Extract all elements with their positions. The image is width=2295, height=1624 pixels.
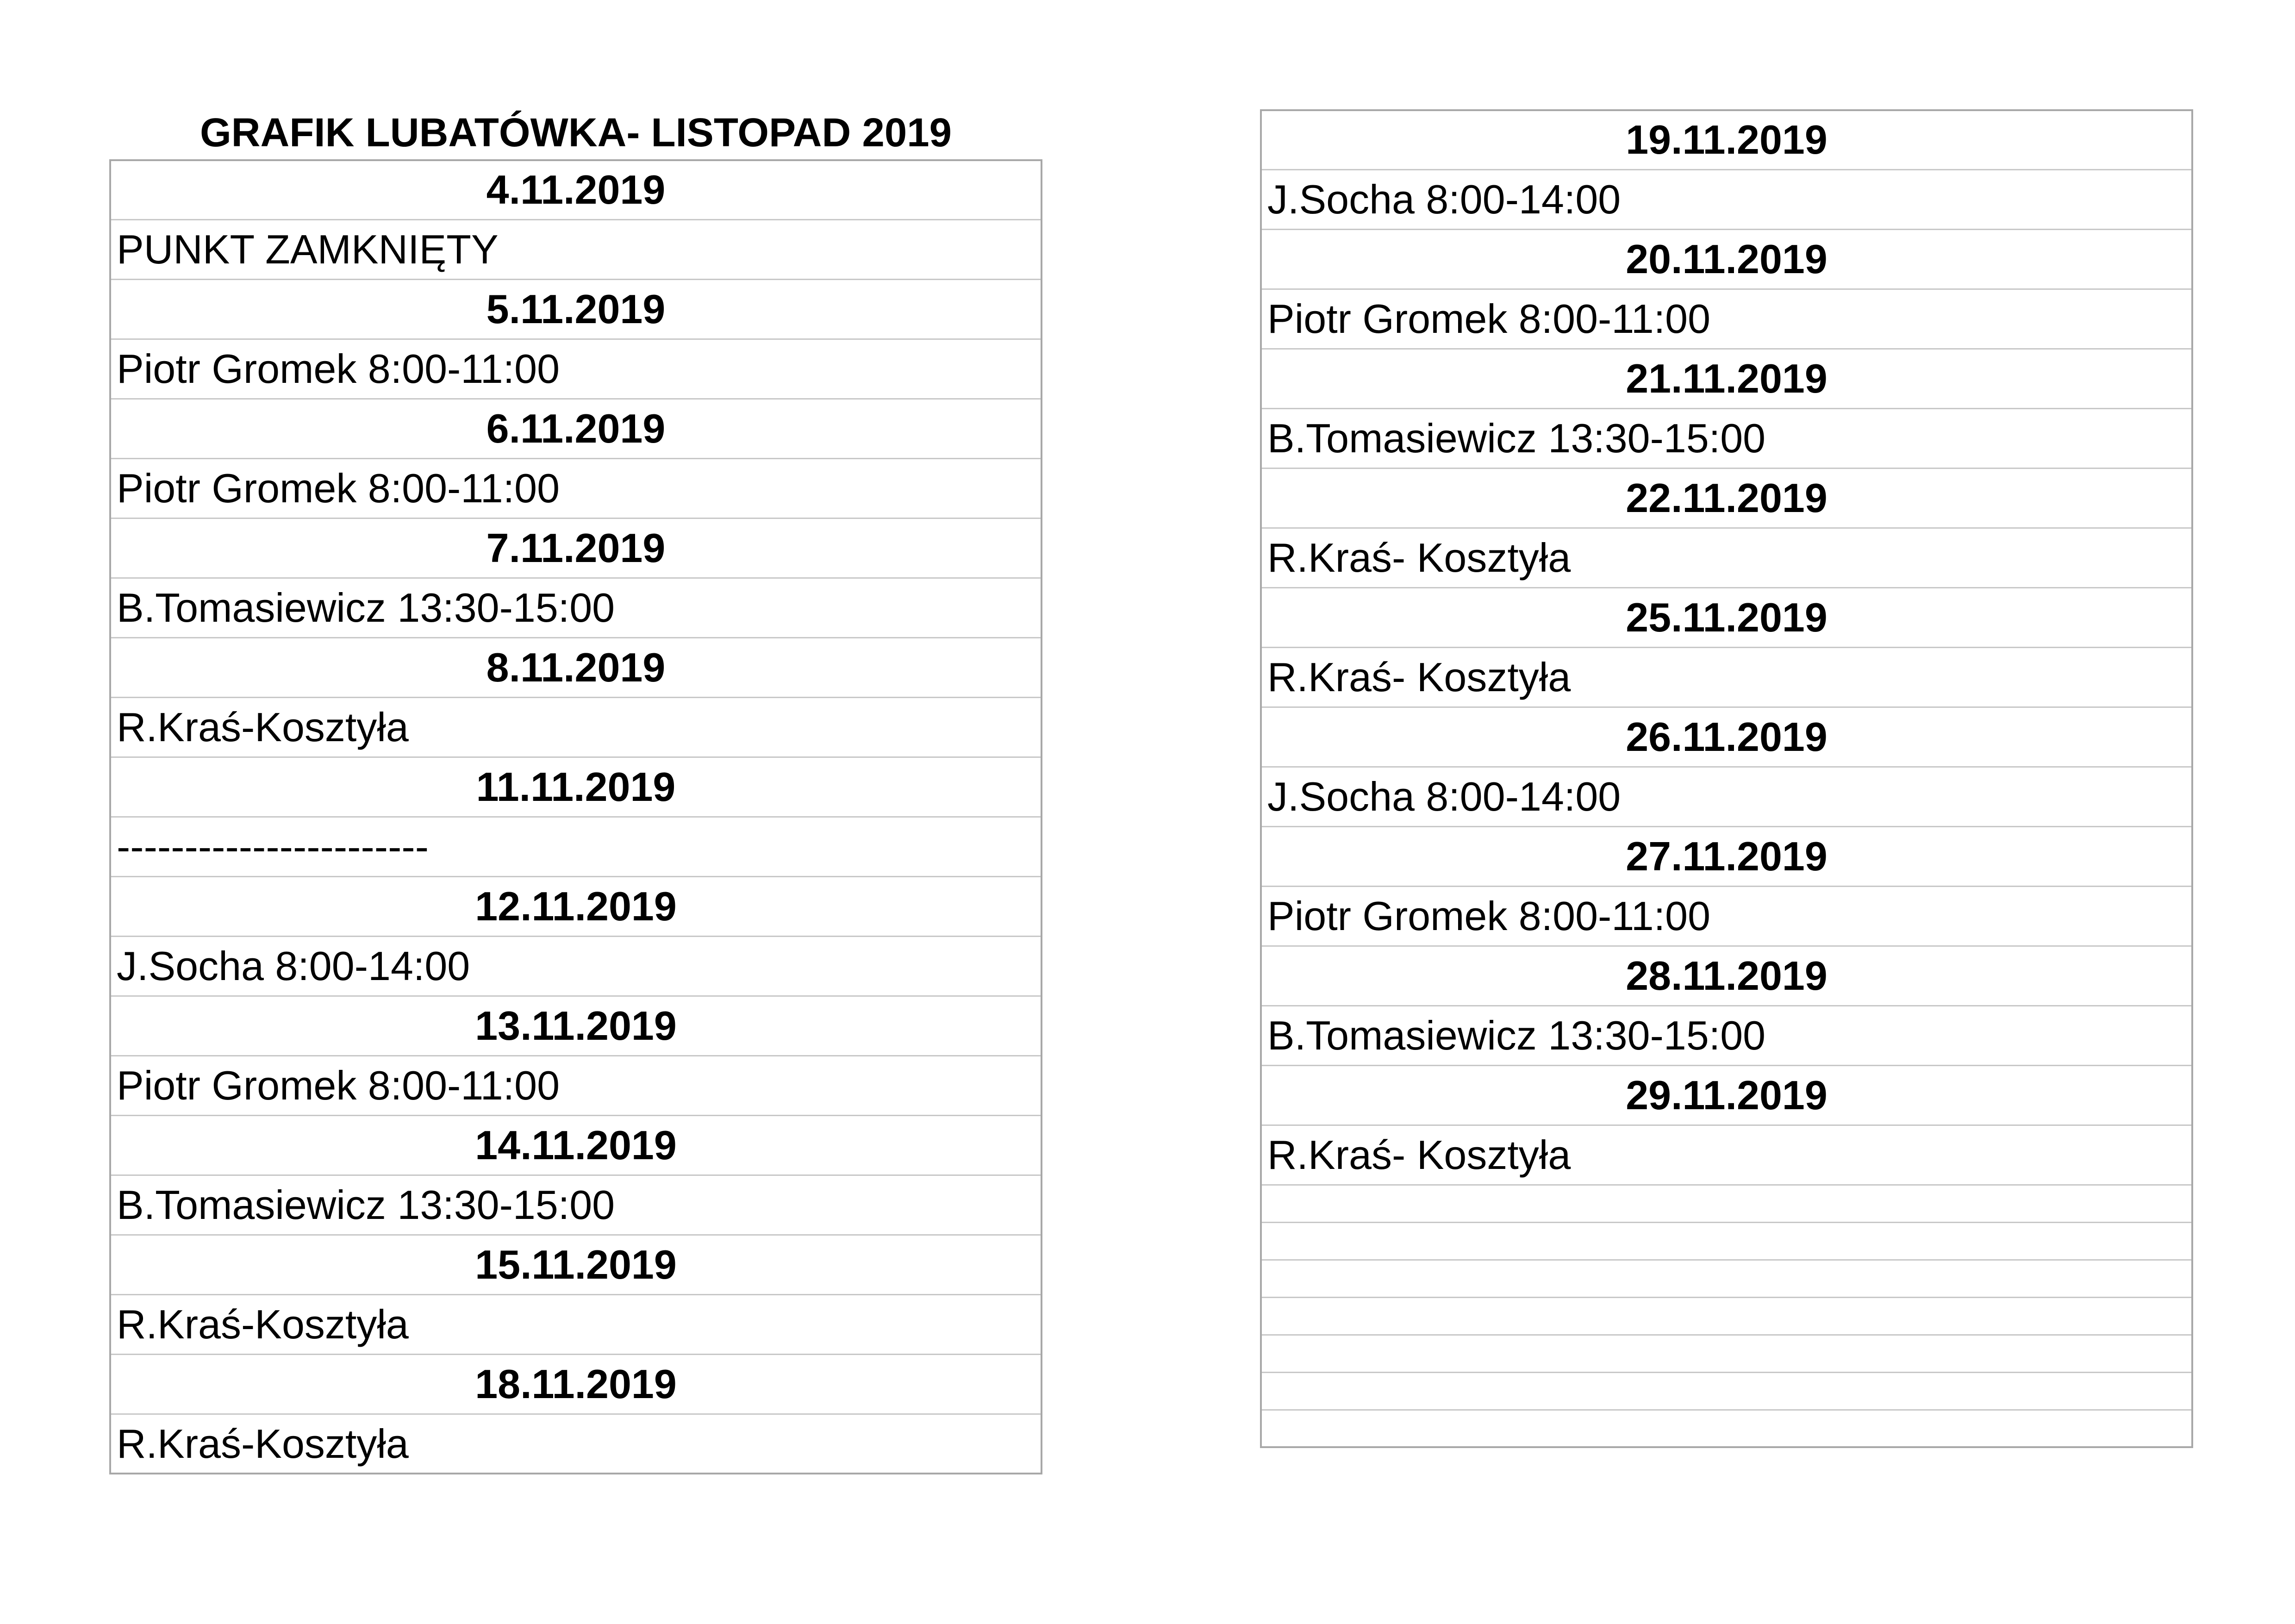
- date-row: [110, 160, 1042, 220]
- empty-cell: [1261, 1373, 2193, 1410]
- date-row: [1261, 946, 2193, 1006]
- schedule-entry: R.Kraś-Kosztyła: [110, 1295, 1042, 1355]
- entry-row: [110, 459, 1042, 518]
- entry-row: [1261, 1006, 2193, 1066]
- schedule-date: 20.11.2019: [1261, 230, 2193, 289]
- schedule-entry: -----------------------: [110, 817, 1042, 877]
- schedule-entry: Piotr Gromek 8:00-11:00: [110, 1056, 1042, 1116]
- entry-row: [1261, 767, 2193, 827]
- empty-row: [1261, 1298, 2193, 1335]
- schedule-date: 18.11.2019: [110, 1355, 1042, 1414]
- schedule-entry: Piotr Gromek 8:00-11:00: [110, 339, 1042, 399]
- schedule-date: 11.11.2019: [110, 757, 1042, 817]
- date-row: [110, 1235, 1042, 1295]
- entry-row: [1261, 648, 2193, 707]
- schedule-entry: B.Tomasiewicz 13:30-15:00: [1261, 409, 2193, 468]
- date-row: [1261, 349, 2193, 409]
- entry-row: [110, 937, 1042, 996]
- schedule-entry: B.Tomasiewicz 13:30-15:00: [1261, 1006, 2193, 1066]
- schedule-date: 7.11.2019: [110, 518, 1042, 578]
- schedule-date: 22.11.2019: [1261, 468, 2193, 528]
- empty-row: [1261, 1335, 2193, 1373]
- date-row: [1261, 468, 2193, 528]
- empty-row: [1261, 1410, 2193, 1448]
- date-row: [110, 280, 1042, 339]
- schedule-date: 19.11.2019: [1261, 110, 2193, 170]
- schedule-date: 4.11.2019: [110, 160, 1042, 220]
- schedule-entry: Piotr Gromek 8:00-11:00: [110, 459, 1042, 518]
- page-title: GRAFIK LUBATÓWKA- LISTOPAD 2019: [200, 110, 952, 155]
- entry-row: [1261, 528, 2193, 588]
- date-row: [1261, 1066, 2193, 1125]
- date-row: [1261, 588, 2193, 648]
- schedule-date: 25.11.2019: [1261, 588, 2193, 648]
- date-row: [1261, 230, 2193, 289]
- schedule-date: 15.11.2019: [110, 1235, 1042, 1295]
- date-row: [110, 638, 1042, 698]
- schedule-entry: R.Kraś- Kosztyła: [1261, 1125, 2193, 1185]
- schedule-entry: R.Kraś- Kosztyła: [1261, 648, 2193, 707]
- date-row: [1261, 110, 2193, 170]
- schedule-entry: J.Socha 8:00-14:00: [1261, 767, 2193, 827]
- schedule-date: 12.11.2019: [110, 877, 1042, 937]
- entry-row: [110, 817, 1042, 877]
- empty-row: [1261, 1223, 2193, 1260]
- schedule-date: 21.11.2019: [1261, 349, 2193, 409]
- entry-row: [1261, 1125, 2193, 1185]
- schedule-date: 28.11.2019: [1261, 946, 2193, 1006]
- date-row: [110, 757, 1042, 817]
- date-row: [110, 1116, 1042, 1175]
- empty-row: [1261, 1260, 2193, 1298]
- schedule-date: 26.11.2019: [1261, 707, 2193, 767]
- entry-row: [1261, 170, 2193, 230]
- schedule-table-left: [109, 159, 1042, 1474]
- empty-cell: [1261, 1260, 2193, 1298]
- entry-row: [110, 1295, 1042, 1355]
- schedule-date: 8.11.2019: [110, 638, 1042, 698]
- date-row: [110, 877, 1042, 937]
- schedule-date: 13.11.2019: [110, 996, 1042, 1056]
- date-row: [1261, 827, 2193, 887]
- schedule-table-right: [1260, 109, 2193, 1448]
- schedule-date: 5.11.2019: [110, 280, 1042, 339]
- empty-cell: [1261, 1410, 2193, 1448]
- schedule-entry: R.Kraś-Kosztyła: [110, 698, 1042, 757]
- date-row: [110, 1355, 1042, 1414]
- empty-cell: [1261, 1223, 2193, 1260]
- schedule-entry: J.Socha 8:00-14:00: [1261, 170, 2193, 230]
- schedule-entry: R.Kraś-Kosztyła: [110, 1414, 1042, 1474]
- entry-row: [110, 339, 1042, 399]
- entry-row: [110, 698, 1042, 757]
- schedule-date: 27.11.2019: [1261, 827, 2193, 887]
- date-row: [110, 518, 1042, 578]
- schedule-date: 6.11.2019: [110, 399, 1042, 459]
- entry-row: [110, 220, 1042, 280]
- entry-row: [110, 1175, 1042, 1235]
- entry-row: [110, 578, 1042, 638]
- date-row: [1261, 707, 2193, 767]
- schedule-entry: J.Socha 8:00-14:00: [110, 937, 1042, 996]
- empty-cell: [1261, 1298, 2193, 1335]
- schedule-entry: Piotr Gromek 8:00-11:00: [1261, 289, 2193, 349]
- schedule-entry: Piotr Gromek 8:00-11:00: [1261, 887, 2193, 946]
- empty-cell: [1261, 1335, 2193, 1373]
- entry-row: [1261, 289, 2193, 349]
- entry-row: [110, 1414, 1042, 1474]
- schedule-entry: B.Tomasiewicz 13:30-15:00: [110, 1175, 1042, 1235]
- schedule-date: 29.11.2019: [1261, 1066, 2193, 1125]
- empty-cell: [1261, 1185, 2193, 1223]
- entry-row: [110, 1056, 1042, 1116]
- empty-row: [1261, 1185, 2193, 1223]
- schedule-date: 14.11.2019: [110, 1116, 1042, 1175]
- entry-row: [1261, 409, 2193, 468]
- date-row: [110, 996, 1042, 1056]
- schedule-entry: PUNKT ZAMKNIĘTY: [110, 220, 1042, 280]
- date-row: [110, 399, 1042, 459]
- schedule-entry: R.Kraś- Kosztyła: [1261, 528, 2193, 588]
- empty-row: [1261, 1373, 2193, 1410]
- schedule-entry: B.Tomasiewicz 13:30-15:00: [110, 578, 1042, 638]
- entry-row: [1261, 887, 2193, 946]
